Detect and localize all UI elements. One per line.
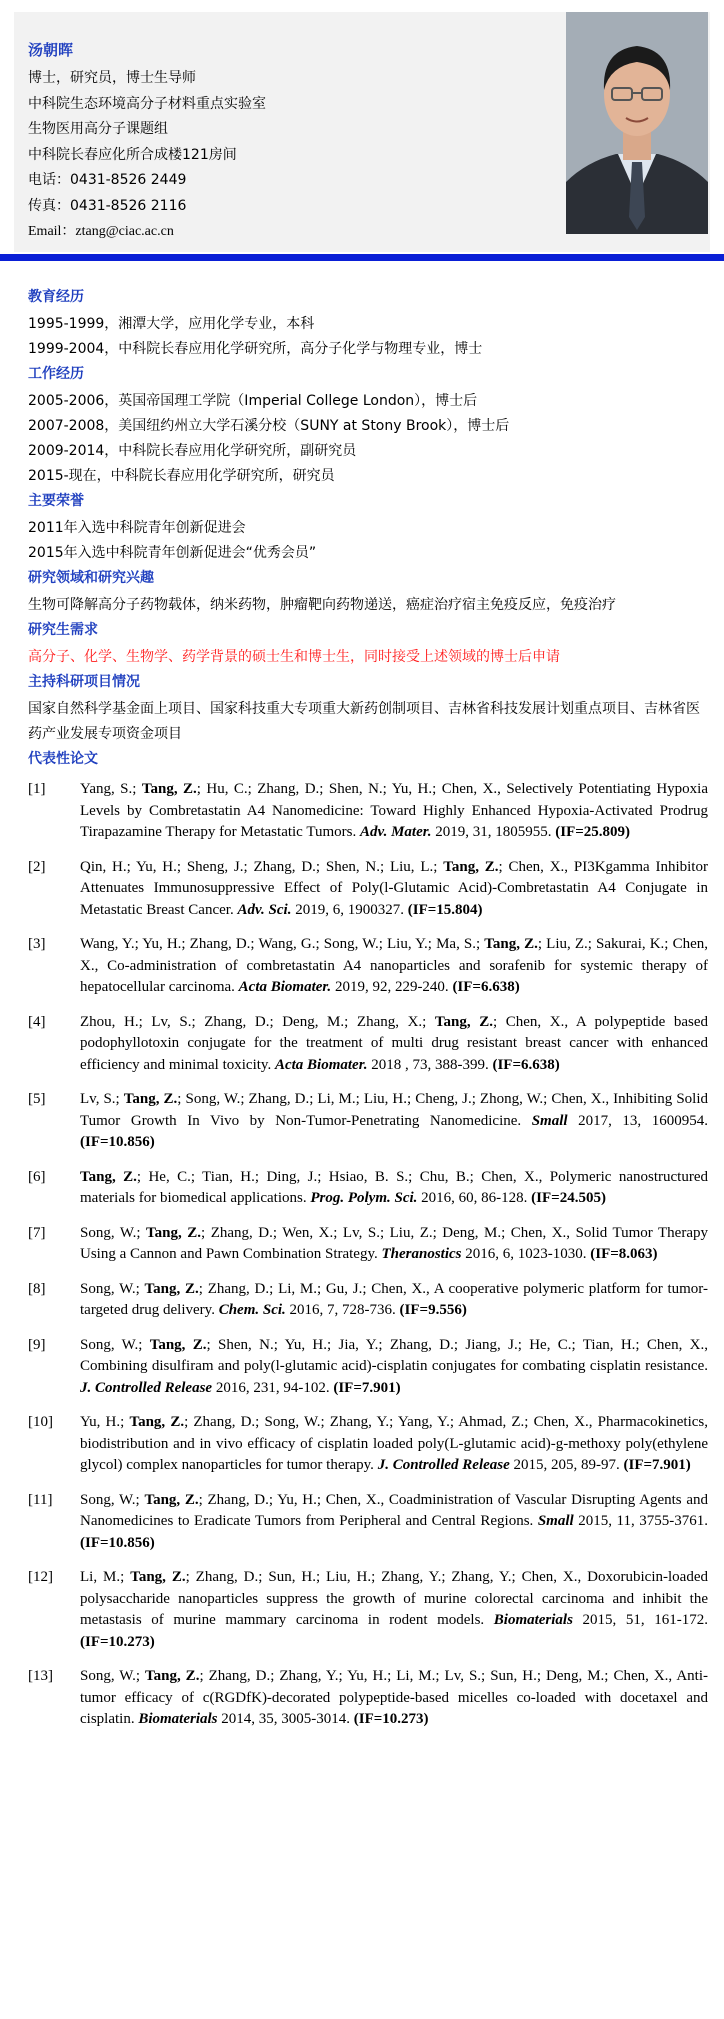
publication-highlight-author: Tang, Z.	[149, 1336, 207, 1353]
honor-item: 2011年入选中科院青年创新促进会	[28, 520, 246, 536]
publication-authors: Song, W.;	[80, 1224, 147, 1241]
publication-details: 2018 , 73, 388-399.	[367, 1056, 493, 1073]
publication-highlight-author: Tang, Z.	[144, 1491, 199, 1508]
publication-journal: Biomaterials	[138, 1711, 218, 1727]
publication-details: 2015, 205, 89-97.	[509, 1457, 624, 1473]
honors-title: 主要荣誉	[28, 493, 84, 509]
publication-impact-factor: (IF=24.505)	[531, 1190, 606, 1206]
publication-highlight-author: Tang, Z.	[443, 858, 499, 875]
publication-item	[28, 1666, 708, 1731]
publication-highlight-author: Tang, Z.	[434, 1013, 493, 1030]
publication-item	[28, 1279, 708, 1322]
publication-number: [11]	[28, 1491, 53, 1508]
publication-details: 2015, 11, 3755-3761.	[573, 1513, 708, 1529]
publication-journal: Adv. Sci.	[237, 901, 292, 918]
publication-journal: Theranostics	[381, 1246, 462, 1262]
publication-details: 2019, 92, 229-240.	[331, 979, 453, 995]
students-title: 研究生需求	[28, 622, 98, 638]
fax-line: 传真：0431-8526 2116	[28, 197, 187, 214]
publication-journal: Small	[537, 1513, 574, 1529]
projects-text: 国家自然科学基金面上项目、国家科技重大专项重大新药创制项目、吉林省科技发展计划重点项目、吉林省医药产业发展专项资金项目	[28, 701, 700, 742]
publication-journal: J. Controlled Release	[80, 1379, 213, 1396]
work-item: 2015-现在，中科院长春应用化学研究所，研究员	[28, 468, 335, 484]
publication-details: 2019, 31, 1805955.	[431, 824, 556, 840]
publication-number: [1]	[28, 781, 46, 797]
students-text: 高分子、化学、生物学、药学背景的硕士生和博士生，同时接受上述领域的博士后申请	[28, 649, 560, 665]
publication-impact-factor: (IF=10.856)	[80, 1534, 155, 1551]
publication-impact-factor: (IF=7.901)	[333, 1379, 401, 1396]
publication-highlight-author: Tang, Z.	[141, 781, 197, 797]
honor-item: 2015年入选中科院青年创新促进会“优秀会员”	[28, 545, 317, 561]
publication-details: 2016, 60, 86-128.	[417, 1190, 532, 1206]
portrait-image	[566, 12, 708, 234]
publication-highlight-author: Tang, Z.	[130, 1569, 186, 1585]
publication-item	[28, 1012, 708, 1077]
publication-item	[28, 1167, 708, 1210]
publication-journal: Acta Biomater.	[274, 1056, 368, 1073]
education-item: 1995-1999，湘潭大学，应用化学专业，本科	[28, 316, 315, 332]
publication-highlight-author: Tang, Z.	[129, 1414, 185, 1430]
papers-title: 代表性论文	[28, 751, 98, 767]
profile-photo	[566, 12, 708, 234]
work-item: 2009-2014，中科院长春应用化学研究所，副研究员	[28, 443, 357, 459]
publication-authors: Yu, H.;	[80, 1414, 130, 1430]
publication-impact-factor: (IF=10.273)	[353, 1711, 429, 1727]
publication-journal: Acta Biomater.	[238, 979, 332, 995]
publication-authors: Yang, S.;	[80, 781, 142, 797]
publication-details: 2015, 51, 161-172.	[572, 1612, 708, 1628]
projects-title: 主持科研项目情况	[28, 674, 140, 690]
publication-title: ; Zhang, D.; Wen, X.; Lv, S.; Liu, Z.; Deng, M.; Chen, X., Solid Tumor Therapy Using a Cannon and Pawn Combination Strategy.	[80, 1224, 708, 1262]
lab-line: 中科院生态环境高分子材料重点实验室	[28, 95, 266, 112]
publication-title: ; Zhang, D.; Sun, H.; Liu, H.; Zhang, Y.; Zhang, Y.; Chen, X., Doxorubicin-loaded polysaccharide nanoparticles suppress the growth of murine colorectal carcinoma and inhibit the metastasis of murine mammary carcinoma in rodent models.	[80, 1569, 708, 1628]
publication-authors: Zhou, H.; Lv, S.; Zhang, D.; Deng, M.; Zhang, X.;	[80, 1013, 435, 1030]
publication-impact-factor: (IF=9.556)	[399, 1302, 467, 1318]
group-line: 生物医用高分子课题组	[28, 121, 168, 137]
publication-authors: Song, W.;	[80, 1491, 145, 1508]
publication-number: [5]	[28, 1091, 46, 1107]
publication-details: 2019, 6, 1900327.	[291, 901, 408, 918]
publication-impact-factor: (IF=10.273)	[80, 1633, 155, 1650]
publication-title: ; Chen, X., A polypeptide based podophyllotoxin conjugate for the treatment of multi drug resistant breast cancer with enhanced efficiency and minimal toxicity.	[80, 1013, 708, 1073]
publication-number: [4]	[28, 1013, 46, 1030]
education-title: 教育经历	[28, 289, 84, 305]
phone-line: 电话：0431-8526 2449	[28, 172, 187, 188]
publication-number: [3]	[28, 936, 46, 952]
publication-title: ; Zhang, D.; Li, M.; Gu, J.; Chen, X., A cooperative polymeric platform for tumor-targeted drug delivery.	[80, 1280, 708, 1318]
publication-journal: Adv. Mater.	[359, 824, 432, 840]
publication-authors: Song, W.;	[80, 1280, 145, 1297]
publication-number: [9]	[28, 1336, 46, 1353]
publication-item	[28, 1223, 708, 1266]
main-content	[28, 285, 708, 1744]
publication-highlight-author: Tang, Z.	[144, 1668, 200, 1684]
publication-item	[28, 1089, 708, 1154]
publication-title: ; He, C.; Tian, H.; Ding, J.; Hsiao, B. S.; Chu, B.; Chen, X., Polymeric nanostructured materials for biomedical applications.	[80, 1168, 708, 1206]
publication-authors: Song, W.;	[80, 1668, 145, 1684]
publication-details: 2016, 6, 1023-1030.	[461, 1246, 591, 1262]
education-item: 1999-2004，中科院长春应用化学研究所，高分子化学与物理专业，博士	[28, 341, 483, 357]
publication-journal: J. Controlled Release	[377, 1457, 510, 1473]
publication-highlight-author: Tang, Z.	[80, 1168, 137, 1185]
publication-details: 2017, 13, 1600954.	[567, 1112, 708, 1129]
publication-title: ; Zhang, D.; Yu, H.; Chen, X., Coadministration of Vascular Disrupting Agents and Nanomedicines to Eradicate Tumors from Peripheral and Central Regions.	[80, 1491, 708, 1529]
publication-list	[28, 779, 708, 1731]
publication-item	[28, 1567, 708, 1653]
email-line: Email：ztang@ciac.ac.cn	[28, 224, 174, 239]
publication-details: 2016, 231, 94-102.	[212, 1379, 334, 1396]
profile-info	[28, 40, 548, 245]
publication-item	[28, 1412, 708, 1477]
publication-impact-factor: (IF=15.804)	[407, 901, 483, 918]
publication-journal: Prog. Polym. Sci.	[310, 1190, 418, 1206]
publication-impact-factor: (IF=8.063)	[590, 1246, 658, 1262]
publication-highlight-author: Tang, Z.	[144, 1280, 199, 1297]
publication-title: ; Chen, X., PI3Kgamma Inhibitor Attenuates Immunosuppressive Effect of Poly(l-Glutamic Acid)-Combretastatin A4 Conjugate in Metastatic Breast Cancer.	[80, 858, 708, 918]
publication-journal: Chem. Sci.	[218, 1302, 286, 1318]
publication-authors: Lv, S.;	[80, 1091, 124, 1107]
profile-name: 汤朝晖	[28, 41, 74, 59]
publication-number: [6]	[28, 1168, 46, 1185]
publication-highlight-author: Tang, Z.	[123, 1091, 178, 1107]
publication-item	[28, 1335, 708, 1400]
publication-details: 2014, 35, 3005-3014.	[217, 1711, 354, 1727]
work-title: 工作经历	[28, 366, 84, 382]
publication-number: [10]	[28, 1414, 53, 1430]
publication-authors: Qin, H.; Yu, H.; Sheng, J.; Zhang, D.; Shen, N.; Liu, L.;	[80, 858, 444, 875]
publication-impact-factor: (IF=6.638)	[492, 1056, 560, 1073]
publication-number: [13]	[28, 1668, 53, 1684]
publication-authors: Wang, Y.; Yu, H.; Zhang, D.; Wang, G.; Song, W.; Liu, Y.; Ma, S.;	[80, 936, 485, 952]
publication-title: ; Zhang, D.; Song, W.; Zhang, Y.; Yang, Y.; Ahmad, Z.; Chen, X., Pharmacokinetics, biodistribution and in vivo efficacy of cisplatin loaded poly(L-glutamic acid)-g-methoxy poly(ethylene glycol) complex nanoparticles for tumor therapy.	[80, 1414, 708, 1473]
publication-title: ; Hu, C.; Zhang, D.; Shen, N.; Yu, H.; Chen, X., Selectively Potentiating Hypoxia Levels by Combretastatin A4 Nanomedicine: Toward Highly Enhanced Hypoxia-Activated Prodrug Tirapazamine Therapy for Metastatic Tumors.	[80, 781, 708, 840]
publication-number: [7]	[28, 1224, 46, 1241]
publication-impact-factor: (IF=25.809)	[555, 824, 631, 840]
work-item: 2005-2006，英国帝国理工学院（Imperial College London），博士后	[28, 393, 478, 409]
publication-number: [8]	[28, 1280, 46, 1297]
work-item: 2007-2008，美国纽约州立大学石溪分校（SUNY at Stony Brook），博士后	[28, 418, 510, 434]
publication-number: [2]	[28, 858, 46, 875]
publication-number: [12]	[28, 1569, 53, 1585]
publication-title: ; Liu, Z.; Sakurai, K.; Chen, X., Co-administration of combretastatin A4 nanoparticles and sorafenib for systemic therapy of hepatocellular carcinoma.	[80, 936, 708, 995]
publication-item	[28, 779, 708, 844]
publication-journal: Small	[531, 1112, 568, 1129]
publication-impact-factor: (IF=10.856)	[80, 1134, 155, 1150]
publication-title: ; Shen, N.; Yu, H.; Jia, Y.; Zhang, D.; Jiang, J.; He, C.; Tian, H.; Chen, X., Combining disulfiram and poly(l-glutamic acid)-cisplatin conjugates for combating cisplatin resistance.	[80, 1336, 708, 1374]
publication-journal: Biomaterials	[493, 1612, 573, 1628]
research-text: 生物可降解高分子药物载体，纳米药物，肿瘤靶向药物递送，癌症治疗宿主免疫反应，免疫治疗	[28, 597, 616, 613]
publication-highlight-author: Tang, Z.	[484, 936, 538, 952]
publication-authors: Song, W.;	[80, 1336, 150, 1353]
publication-authors: Li, M.;	[80, 1569, 131, 1585]
publication-details: 2016, 7, 728-736.	[285, 1302, 400, 1318]
publication-item	[28, 1490, 708, 1555]
header-divider	[0, 254, 724, 261]
research-title: 研究领域和研究兴趣	[28, 570, 154, 586]
publication-title: ; Zhang, D.; Zhang, Y.; Yu, H.; Li, M.; Lv, S.; Sun, H.; Deng, M.; Chen, X., Anti-tumor efficacy of c(RGDfK)-decorated polypeptide-based micelles co-loaded with docetaxel and cisplatin.	[80, 1668, 708, 1727]
title-line: 博士，研究员，博士生导师	[28, 70, 196, 86]
publication-highlight-author: Tang, Z.	[146, 1224, 202, 1241]
publication-impact-factor: (IF=7.901)	[623, 1457, 691, 1473]
publication-item	[28, 857, 708, 922]
publication-item	[28, 934, 708, 999]
office-line: 中科院长春应化所合成楼121房间	[28, 146, 237, 163]
publication-title: ; Song, W.; Zhang, D.; Li, M.; Liu, H.; Cheng, J.; Zhong, W.; Chen, X., Inhibiting Solid Tumor Growth In Vivo by Non-Tumor-Penetrating Nanomedicine.	[80, 1091, 708, 1129]
publication-impact-factor: (IF=6.638)	[452, 979, 520, 995]
